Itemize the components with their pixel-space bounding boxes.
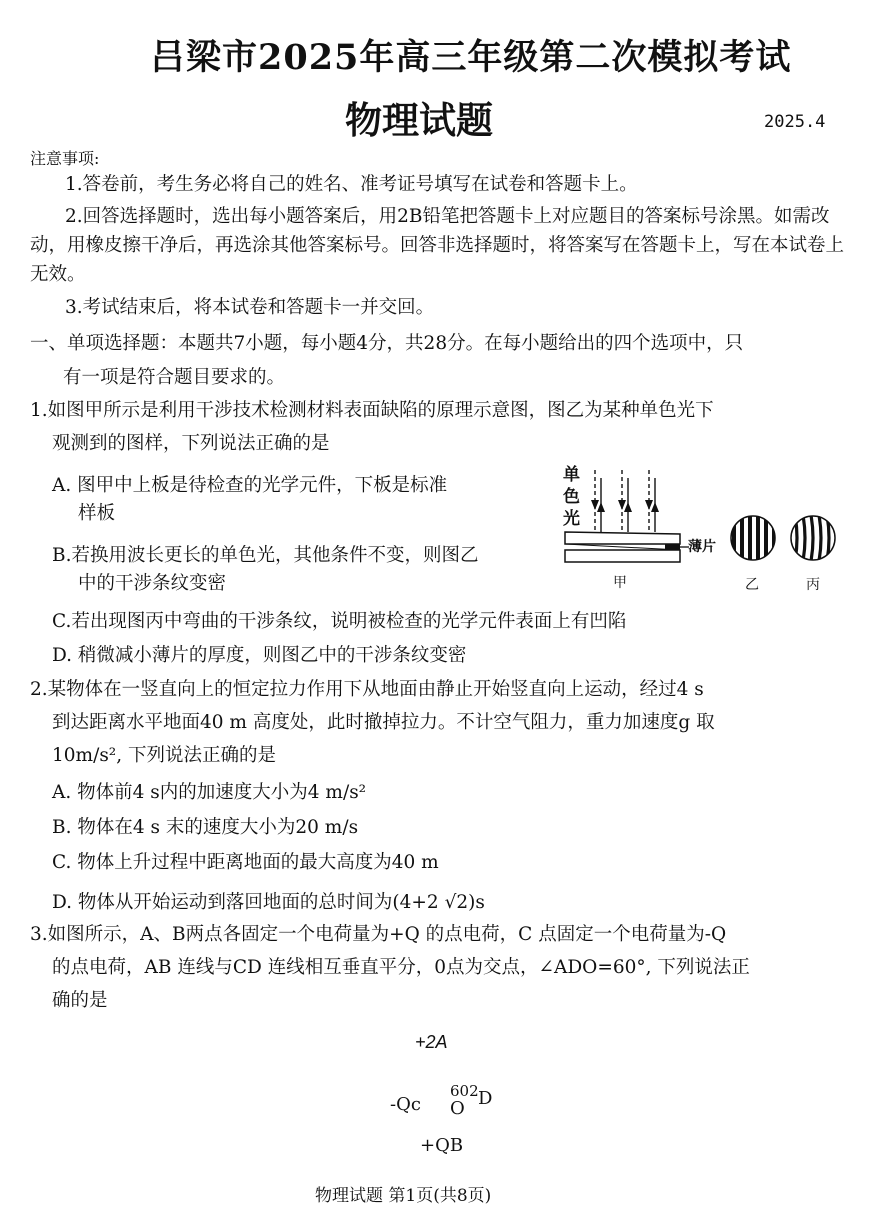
q1-option-b-cont: 中的干涉条纹变密 <box>78 573 227 594</box>
q3-fig-point-d: D <box>478 1088 493 1109</box>
q1-stem-line-1: 1.如图甲所示是利用干涉技术检测材料表面缺陷的原理示意图，图乙为某种单色光下 <box>30 400 714 421</box>
q3-fig-point-a: +2A <box>415 1032 448 1052</box>
q1-option-c: C.若出现图丙中弯曲的干涉条纹，说明被检查的光学元件表面上有凹陷 <box>52 611 627 632</box>
q2-option-c: C. 物体上升过程中距离地面的最大高度为40 m <box>52 852 439 873</box>
notes-item-3: 3.考试结束后，将本试卷和答题卡一并交回。 <box>65 297 435 318</box>
notes-heading: 注意事项: <box>30 149 100 168</box>
q2-option-b: B. 物体在4 s 末的速度大小为20 m/s <box>52 817 359 838</box>
q1-stem-line-2: 观测到的图样，下列说法正确的是 <box>52 433 330 454</box>
q3-fig-point-o: O <box>450 1098 465 1119</box>
section-1-heading: 一、单项选择题：本题共7小题，每小题4分，共28分。在每小题给出的四个选项中，只 <box>30 333 744 354</box>
page-footer: 物理试题 第1页(共8页) <box>315 1186 492 1206</box>
q1-figure <box>555 460 855 595</box>
notes-item-2-line-3: 无效。 <box>30 264 86 285</box>
shim-label: 薄片 <box>688 539 716 555</box>
q2-option-a: A. 物体前4 s内的加速度大小为4 m/s² <box>52 782 367 803</box>
q2-stem-line-3: 10m/s², 下列说法正确的是 <box>52 745 276 766</box>
figure-yi-label: 乙 <box>745 577 759 593</box>
q3-stem-line-3: 确的是 <box>52 990 108 1011</box>
notes-item-2-line-2: 动，用橡皮擦干净后，再选涂其他答案标号。回答非选择题时，将答案写在答题卡上，写在本试卷上 <box>30 235 845 256</box>
q1-option-d: D. 稍微减小薄片的厚度，则图乙中的干涉条纹变密 <box>52 645 467 666</box>
q3-stem-line-1: 3.如图所示，A、B两点各固定一个电荷量为+Q 的点电荷，C 点固定一个电荷量为-Q <box>30 924 727 945</box>
q1-option-a: A. 图甲中上板是待检查的光学元件，下板是标准 <box>52 475 448 496</box>
figure-bing-label: 丙 <box>806 577 820 593</box>
notes-item-1: 1.答卷前，考生务必将自己的姓名、准考证号填写在试卷和答题卡上。 <box>65 174 638 195</box>
section-1-heading-cont: 有一项是符合题目要求的。 <box>63 367 286 388</box>
q3-stem-line-2: 的点电荷，AB 连线与CD 连线相互垂直平分，0点为交点，∠ADO=60°, 下列说法正 <box>52 957 750 978</box>
q3-fig-point-c: -Qc <box>390 1094 421 1115</box>
exam-date: 2025.4 <box>764 112 826 132</box>
exam-title: 吕梁市2025年高三年级第二次模拟考试 <box>150 37 792 78</box>
light-label: 单 色 光 <box>563 465 580 529</box>
notes-item-2-line-1: 2.回答选择题时，选出每小题答案后，用2B铅笔把答题卡上对应题目的答案标号涂黑。如需改 <box>65 206 830 227</box>
figure-jia-label: 甲 <box>613 575 627 591</box>
q3-fig-angle: 602 <box>450 1082 479 1100</box>
q2-option-d: D. 物体从开始运动到落回地面的总时间为(4+2 √2)s <box>52 892 485 913</box>
q2-stem-line-1: 2.某物体在一竖直向上的恒定拉力作用下从地面由静止开始竖直向上运动，经过4 s <box>30 679 704 700</box>
exam-subject: 物理试题 <box>345 99 493 142</box>
q1-option-a-cont: 样板 <box>78 503 116 524</box>
q3-fig-point-b: +QB <box>420 1135 464 1156</box>
q2-stem-line-2: 到达距离水平地面40 m 高度处，此时撤掉拉力。不计空气阻力，重力加速度g 取 <box>52 712 715 733</box>
q1-option-b: B.若换用波长更长的单色光，其他条件不变，则图乙 <box>52 545 479 566</box>
